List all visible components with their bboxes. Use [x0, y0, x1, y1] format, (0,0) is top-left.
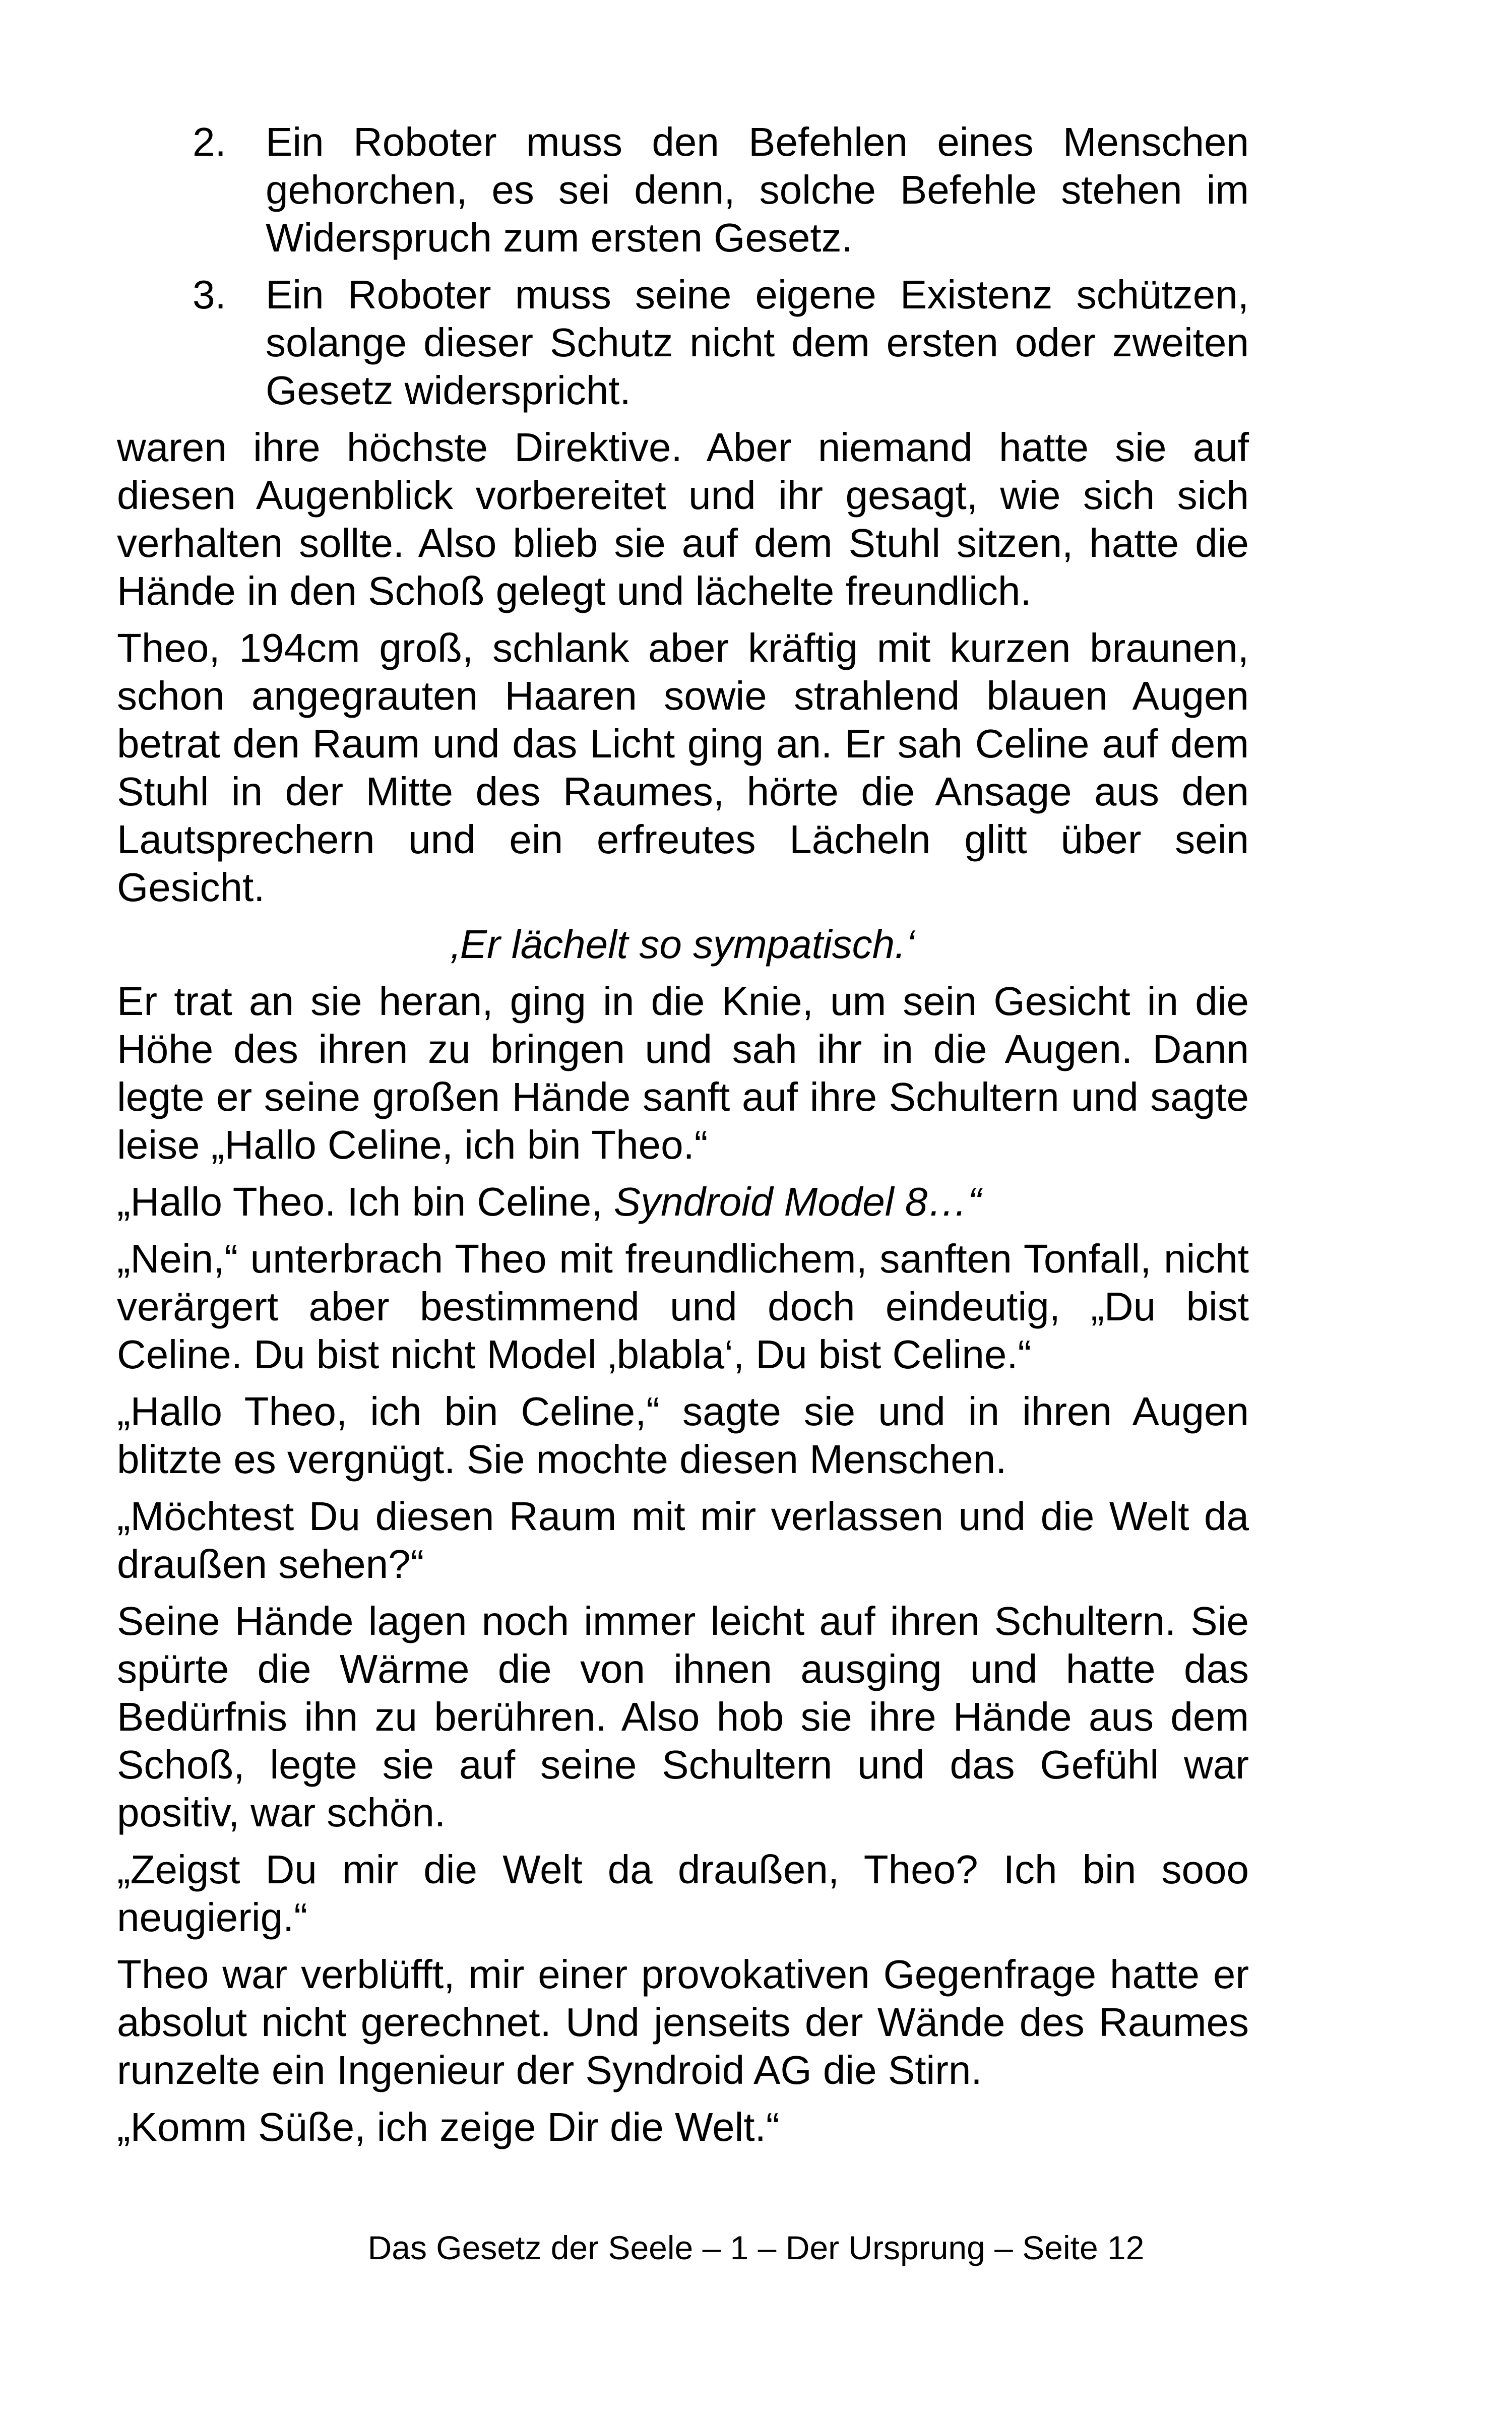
paragraph: Seine Hände lagen noch immer leicht auf ihren Schultern. Sie spürte die Wärme die von ihnen ausging und hatte das Bedürfnis ihn zu berühren. Also hob sie ihre Hände aus dem Schoß, legte sie auf seine Schultern und das Gefühl war positiv, war schön. [117, 1599, 1249, 1835]
list-text: Ein Roboter muss den Befehlen eines Menschen gehorchen, es sei denn, solche Befehle stehen im Widerspruch zum ersten Gesetz. [266, 119, 1249, 260]
thought-line: ‚Er lächelt so sympatisch.‘ [451, 922, 915, 967]
paragraph: „Zeigst Du mir die Welt da draußen, Theo? Ich bin sooo neugierig.“ [117, 1847, 1249, 1940]
list-text: Ein Roboter muss seine eigene Existenz schützen, solange dieser Schutz nicht dem ersten oder zweiten Gesetz widerspricht. [266, 272, 1249, 413]
page-footer: Das Gesetz der Seele – 1 – Der Ursprung – Seite 12 [367, 2229, 1145, 2266]
paragraph: Er trat an sie heran, ging in die Knie, um sein Gesicht in die Höhe des ihren zu bringen und sah ihr in die Augen. Dann legte er seine großen Hände sanft auf ihre Schultern und sagte leise „Hallo Celine, ich bin Theo.“ [117, 979, 1249, 1167]
paragraph: Theo, 194cm groß, schlank aber kräftig mit kurzen braunen, schon angegrauten Haaren sowie strahlend blauen Augen betrat den Raum und das Licht ging an. Er sah Celine auf dem Stuhl in der Mitte des Raumes, hörte die Ansage aus den Lautsprechern und ein erfreutes Lächeln glitt über sein Gesicht. [117, 625, 1249, 910]
dialogue-text: „Hallo Theo. Ich bin Celine, [117, 1179, 614, 1224]
list-item [117, 118, 1249, 262]
page-body [117, 118, 1249, 2160]
paragraph: „Komm Süße, ich zeige Dir die Welt.“ [117, 2105, 780, 2149]
paragraph [117, 1178, 1249, 1226]
list-number: 2. [193, 119, 226, 164]
paragraph: „Möchtest Du diesen Raum mit mir verlassen und die Welt da draußen sehen?“ [117, 1494, 1249, 1586]
robot-laws-list [117, 118, 1249, 414]
paragraph: „Hallo Theo, ich bin Celine,“ sagte sie und in ihren Augen blitzte es vergnügt. Sie mochte diesen Menschen. [117, 1389, 1249, 1482]
list-item [117, 271, 1249, 414]
paragraph: „Nein,“ unterbrach Theo mit freundlichem, sanften Tonfall, nicht verärgert aber bestimmend und doch eindeutig, „Du bist Celine. Du bist nicht Model ‚blabla‘, Du bist Celine.“ [117, 1236, 1249, 1377]
model-name-italic: Syndroid Model 8…“ [613, 1179, 981, 1224]
paragraph: waren ihre höchste Direktive. Aber niemand hatte sie auf diesen Augenblick vorbereitet und ihr gesagt, wie sich sich verhalten sollte. Also blieb sie auf dem Stuhl sitzen, hatte die Hände in den Schoß gelegt und lächelte freundlich. [117, 425, 1249, 613]
list-number: 3. [193, 272, 226, 317]
paragraph: Theo war verblüfft, mir einer provokativen Gegenfrage hatte er absolut nicht gerechnet. Und jenseits der Wände des Raumes runzelte ein Ingenieur der Syndroid AG die Stirn. [117, 1952, 1249, 2092]
